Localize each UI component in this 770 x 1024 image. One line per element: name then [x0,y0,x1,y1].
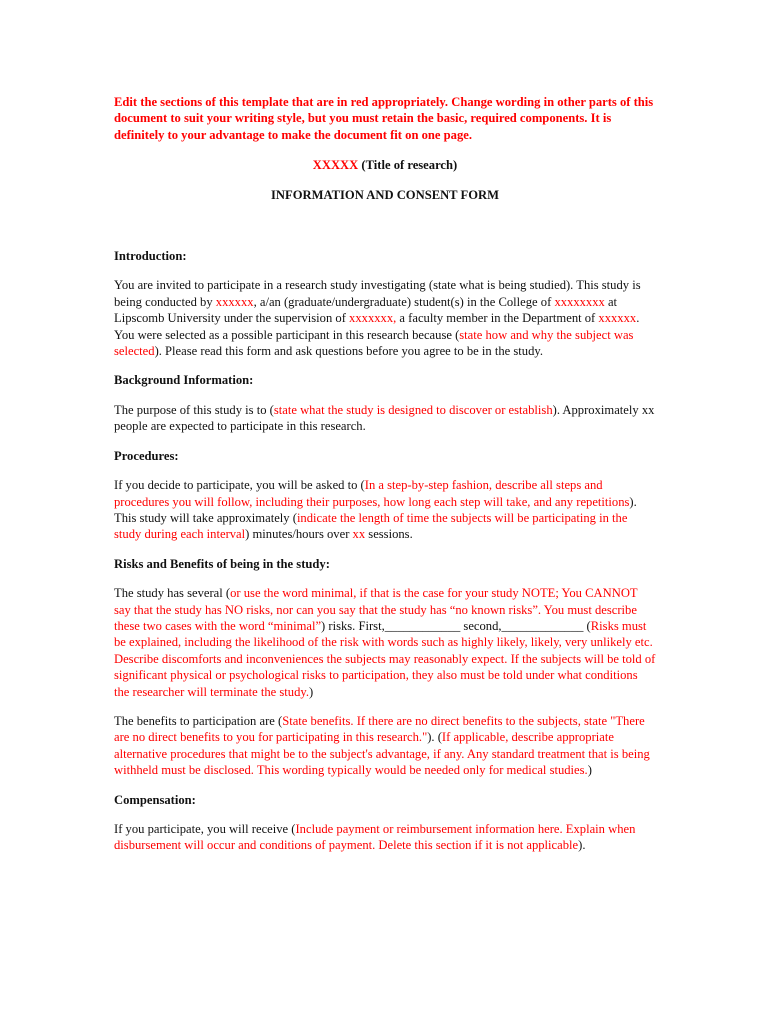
sessions-placeholder: xx [352,527,366,542]
steps-placeholder: In a step-by-step fashion, describe all steps and procedures you will follow, including their purposes, how long each step will take, and any repetitions [114,478,630,509]
text: ). [578,838,586,853]
text: The purpose of this study is to ( [114,402,274,417]
section-procedures [114,448,656,543]
duration-placeholder: indicate the length of time the subjects will be participating in the study during each interval [114,510,628,542]
procedures-paragraph [114,477,656,543]
purpose-placeholder: state what the study is designed to discover or establish [273,402,553,417]
text: a faculty member in the Department of [396,311,599,326]
text: ). This study will take approximately ( [114,494,637,525]
risks-heading: Risks and Benefits of being in the study: [114,556,330,571]
section-compensation [114,792,656,854]
text: ) [309,684,314,699]
text: ) [587,763,592,778]
compensation-heading: Compensation: [114,792,196,807]
text: sessions. [365,527,413,542]
student-name-placeholder: xxxxxx [215,294,254,309]
benefits-paragraph [114,713,656,779]
risk-explanation-placeholder: Risks must be explained, including the likelihood of the risk with words such as highly likely, likely, very unlikely etc. Describe discomforts and inconveniences the subjects may reasonably expect. If the subjects will be told of significant physical or psychological risks to participation, they also must be told under what conditions the researcher will terminate the study. [114,618,656,699]
procedures-heading: Procedures: [114,448,179,463]
background-paragraph [114,402,656,435]
text: ) risks. First,____________ second,_____________ ( [321,618,591,633]
compensation-paragraph [114,821,656,854]
section-background [114,372,656,434]
introduction-paragraph [114,277,656,359]
benefits-placeholder: State benefits. If there are no direct benefits to the subjects, state "There are no direct benefits to you for participating in this research." [114,713,645,745]
research-title-label: (Title of research) [358,158,458,173]
text: The benefits to participation are ( [114,713,283,728]
introduction-heading: Introduction: [114,249,187,264]
text: ). Approximately xx people are expected to participate in this research. [114,402,655,434]
template-instructions: Edit the sections of this template that are in red appropriately. Change wording in other parts of this document to suit your writing style, but you must retain the basic, required components. It is definitely to your advantage to make the document fit on one page. [114,95,654,142]
text: The study has several ( [114,586,231,601]
text: ). ( [427,730,442,745]
supervisor-placeholder: xxxxxxx, [349,311,397,326]
text: ). Please read this form and ask questions before you agree to be in the study. [154,344,543,359]
research-title-placeholder: XXXXX [312,158,359,173]
section-introduction [114,248,656,359]
text: , a/an (graduate/undergraduate) student(s) in the College of [253,294,555,309]
consent-form-body [114,94,656,867]
risks-paragraph [114,585,656,700]
payment-placeholder: Include payment or reimbursement information here. Explain when disbursement will occur and conditions of payment. Delete this section if it is not applicable [114,822,636,853]
text: ) minutes/hours over [245,527,353,542]
text: You are invited to participate in a research study investigating (state what is being studied). This study is being conducted by [114,278,641,309]
background-heading: Background Information: [114,373,254,388]
section-risks-benefits [114,556,656,779]
alternatives-placeholder: If applicable, describe appropriate alternative procedures that might be to the subject's advantage, if any. Any standard treatment that is being withheld must be disclosed. This wording typically would be needed only for medical studies. [114,730,650,778]
text: at Lipscomb University under the supervision of [114,294,618,326]
text: If you decide to participate, you will be asked to ( [114,478,365,493]
department-placeholder: xxxxxx [598,311,637,326]
selection-reason-placeholder: state how and why the subject was selected [114,327,634,359]
research-title [114,157,656,173]
college-placeholder: xxxxxxxx [554,294,605,309]
text: If you participate, you will receive ( [114,822,296,836]
form-title: INFORMATION AND CONSENT FORM [271,187,499,202]
risk-level-placeholder: or use the word minimal, if that is the case for your study NOTE; You CANNOT say that the study has NO risks, nor can you say that the study has “no known risks”. You must describe these two cases with the word “minimal” [114,586,638,633]
text: . You were selected as a possible participant in this research because ( [114,311,640,342]
